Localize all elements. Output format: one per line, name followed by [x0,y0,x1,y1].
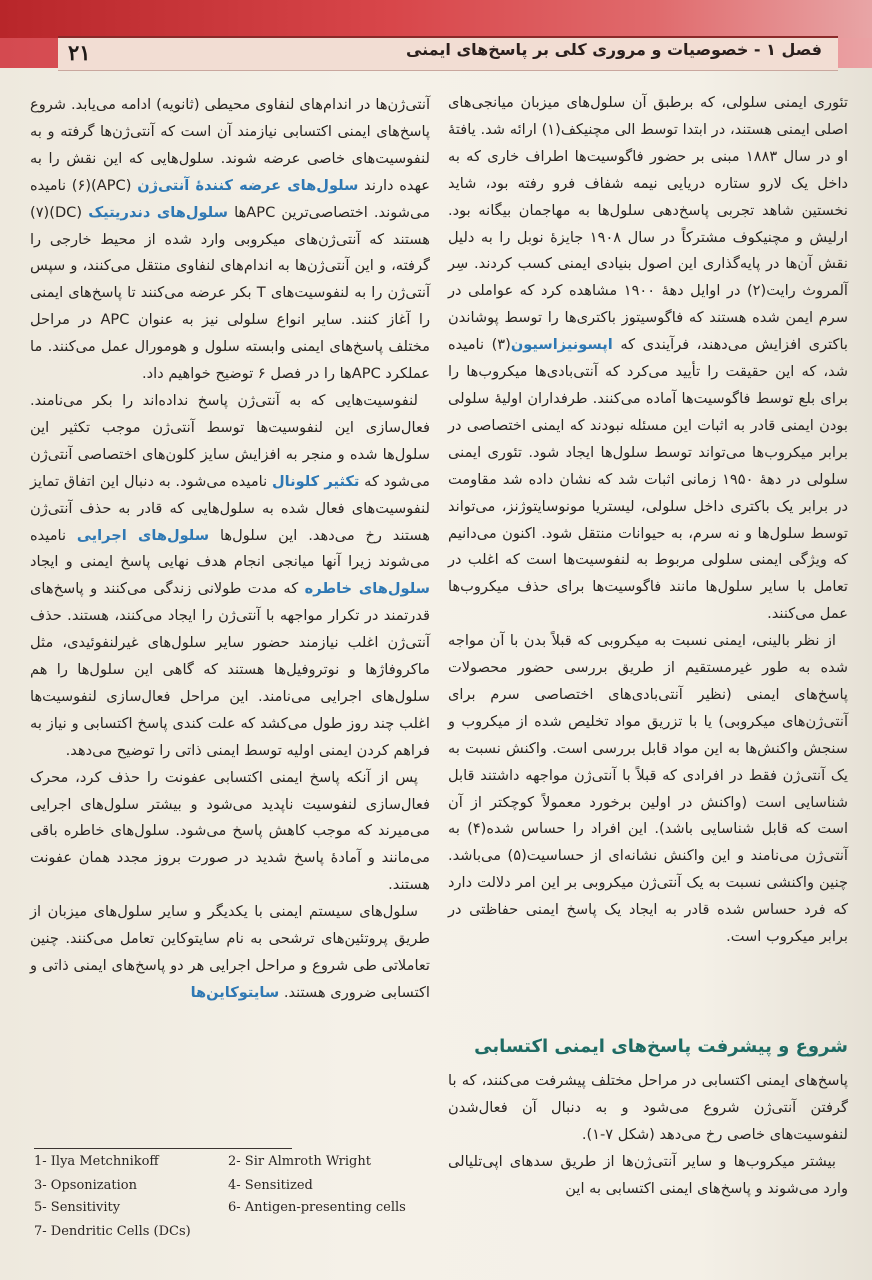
term-clonal-expansion: تکثیر کلونال [271,472,360,490]
paragraph-text: (DC)(۷) هستند که آنتی‌ژن‌های میکروبی وارد شده از محیط خارجی را گرفته، و این آنتی‌ژن‌ها به اندام‌های لنفاوی منتقل می‌کنند، و سپس آنتی‌ژن را به لنفوسیت‌های T بکر عرضه می‌کنند تا پاسخ‌های ایمنی را آغاز کنند. سایر انواع سلولی نیز به عنوان APC در مراحل مختلف پاسخ‌های ایمنی وابسته سلول و هومورال عمل می‌کنند. ما عملکرد APCها را در فصل ۶ توضیح خواهیم داد. [30,203,430,383]
term-dendritic-cells: سلول‌های دندریتیک [88,203,228,221]
paragraph-text: تئوری ایمنی سلولی، که برطبق آن سلول‌های میزبان میانجی‌های اصلی ایمنی هستند، در ابتدا توسط الی مچنیکف(۱) ارائه شد. یافتهٔ او در سال ۱۸۸۳ مبنی بر حضور فاگوسیت‌ها اطراف خاری که به داخل یک لارو ستاره دریایی نیمه شفاف فرو رفته بود، شاید نخستین شاهد تجربی پاسخ‌دهی سلول‌ها به مهاجمان بیگانه بود. ارلیش و مچنیکوف مشترکاً در سال ۱۹۰۸ جایزهٔ نوبل را به دلیل نقش آن‌ها در پایه‌گذاری این اصول بنیادی ایمنی کسب کردند. سِر آلمروث رایت(۲) در اوایل دههٔ ۱۹۰۰ مشاهده کرد که عواملی در سرم ایمن شده هستند که فاگوسیتوز باکتری‌ها را توسط پوشاندن باکتری افزایش می‌دهند، فرآیندی که [448,94,849,354]
paragraph [30,92,430,388]
left-column [30,92,430,1007]
footnote-divider [34,1148,292,1149]
section-heading: شروع و پیشرفت پاسخ‌های ایمنی اکتسابی [474,1036,848,1057]
right-column [448,90,848,951]
header-red-band [0,0,872,38]
footnote-item: 4- Sensitized [228,1178,313,1193]
paragraph: پاسخ‌های ایمنی اکتسابی در مراحل مختلف پیشرفت می‌کنند، که با گرفتن آنتی‌ژن شروع می‌شود و به دنبال آن فعال‌شدن لنفوسیت‌های خاصی رخ می‌دهد (شکل ۷-۱). [448,1072,848,1143]
footnote-item: 7- Dendritic Cells (DCs) [34,1224,191,1239]
term-memory-cells: سلول‌های خاطره [304,580,431,598]
paragraph-text: نامیده می‌شوند زیرا آنها میانجی انجام هدف نهایی پاسخ ایمنی و ایجاد [30,526,430,571]
paragraph-text: لنفوسیت‌هایی که به آنتی‌ژن پاسخ نداده‌اند را بکر می‌نامند. فعال‌سازی این لنفوسیت‌ها توسط آنتی‌ژن موجب تکثیر این سلول‌ها شده و منجر به افزایش سایز کلون‌های اختصاصی آنتی‌ژن می‌شود که [30,391,430,490]
term-effector-cells: سلول‌های اجرایی [76,526,210,544]
paragraph [448,90,848,628]
chapter-title: فصل ۱ - خصوصیات و مروری کلی بر پاسخ‌های ایمنی [405,40,822,59]
paragraph-text: نامیده می‌شود. به دنبال این اتفاق تمایز لنفوسیت‌های فعال شده به سلول‌هایی که قادر به حذف آنتی‌ژن هستند رخ می‌دهد. این سلول‌ها [30,472,430,544]
page-number: ۲۱ [68,40,91,65]
footnote-item: 5- Sensitivity [34,1200,121,1215]
term-opsonization: اپسونیزاسیون [510,336,613,354]
term-cytokines: سایتوکاین‌ها [190,983,280,1001]
paragraph-text: (۳) نامیده شد، که این حقیقت را تأیید می‌کرد که آنتی‌بادی‌ها میکروب‌ها را برای بلع توسط فاگوسیت‌ها آماده می‌کنند. طرفداران اولیهٔ سلولی بودن ایمنی قادر به اثبات این مسئله نبودند که ایمنی اختصاصی در برابر میکروب‌ها می‌تواند توسط سلول‌ها ایجاد شود. تئوری ایمنی سلولی در دههٔ ۱۹۵۰ زمانی اثبات شد که نشان داده شد مقاومت در برابر یک باکتری داخل سلولی، لیستریا مونوسایتوژنز، می‌تواند توسط سلول‌ها و نه سرم، به حیوانات منتقل شود. اکنون می‌دانیم که ویژگی ایمنی سلولی مربوط به لنفوسیت‌ها است که اغلب در تعامل با سایر سلول‌ها مانند فاگوسیت‌ها برای حذف میکروب‌ها عمل می‌کنند. [448,336,848,623]
paragraph-text: (APC)(۶) نامیده می‌شوند. اختصاصی‌ترین APCها [30,176,431,221]
paragraph: پس از آنکه پاسخ ایمنی اکتسابی عفونت را حذف کرد، محرک فعال‌سازی لنفوسیت ناپدید می‌شود و بیشتر سلول‌های اجرایی می‌میرند که موجب کاهش پاسخ می‌شود. سلول‌های خاطره باقی می‌مانند و آمادهٔ پاسخ شدید در صورت بروز مجدد همان عفونت هستند. [30,768,430,894]
paragraph [30,388,430,765]
footnote-item: 3- Opsonization [34,1178,137,1193]
footnote-item: 6- Antigen-presenting cells [228,1200,406,1215]
paragraph: بیشتر میکروب‌ها و سایر آنتی‌ژن‌ها از طریق سدهای اپی‌تلیالی وارد می‌شوند و پاسخ‌های ایمنی اکتسابی به این [448,1152,848,1197]
term-apc: سلول‌های عرضه کنندهٔ آنتی‌ژن [137,176,359,194]
footnote-item: 1- Ilya Metchnikoff [34,1154,159,1169]
paragraph: از نظر بالینی، ایمنی نسبت به میکروبی که قبلاً بدن با آن مواجه شده به طور غیرمستقیم از طریق بررسی حضور محصولات پاسخ‌های ایمنی (نظیر آنتی‌بادی‌های اختصاصی سرم برای آنتی‌ژن‌های میکروبی) یا با تزریق مواد تخلیص شده از میکروب و سنجش واکنش‌ها به این مواد قابل بررسی است. واکنش نسبت به یک آنتی‌ژن فقط در افرادی که قبلاً با آنتی‌ژن مواجهه داشتند قابل شناسایی است (واکنش در اولین برخورد معمولاً کوچکتر از آن است که قابل شناسایی باشد). این افراد را حساس شده(۴) به آنتی‌ژن می‌نامند و این واکنش نشانه‌ای از حساسیت(۵) می‌باشد. چنین واکنشی نسبت به یک آنتی‌ژن میکروبی بر این امر دلالت دارد که فرد حساس شده قادر به ایجاد یک پاسخ ایمنی حفاظتی در برابر میکروب است. [448,632,849,946]
paragraph [30,899,430,1007]
footnote-item: 2- Sir Almroth Wright [228,1154,371,1169]
right-column-continued [448,1068,848,1203]
paragraph-text: که مدت طولانی زندگی می‌کنند و پاسخ‌های قدرتمند در تکرار مواجهه با آنتی‌ژن را ایجاد می‌کنند، هستند. حذف آنتی‌ژن اغلب نیازمند حضور سایر سلول‌های غیرلنفوئیدی، مثل ماکروفاژها و نوتروفیل‌ها هستند که گاهی این سلول‌ها را هم سلول‌های اجرایی می‌نامند. این مراحل فعال‌سازی لنفوسیت‌ها اغلب چند روز طول می‌کشد که علت کندی پاسخ اکتسابی و نیاز به فراهم کردن ایمنی اولیه توسط ایمنی ذاتی را توضیح می‌دهد. [30,580,430,759]
paragraph-text: آنتی‌ژن‌ها در اندام‌های لنفاوی محیطی (ثانویه) ادامه می‌یابد. شروع پاسخ‌های ایمنی اکتسابی نیازمند آن است که آنتی‌ژن‌ها گرفته و به لنفوسیت‌های خاصی عرضه شوند. سلول‌هایی که این نقش را به عهده دارند [30,96,430,194]
paragraph-text: سلول‌های سیستم ایمنی با یکدیگر و سایر سلول‌های میزبان از طریق پروتئین‌های ترشحی به نام سایتوکاین تعامل می‌کنند. چنین تعاملاتی طی شروع و مراحل اجرایی هر دو پاسخ‌های ایمنی ذاتی و اکتسابی ضروری هستند. [30,903,430,1001]
